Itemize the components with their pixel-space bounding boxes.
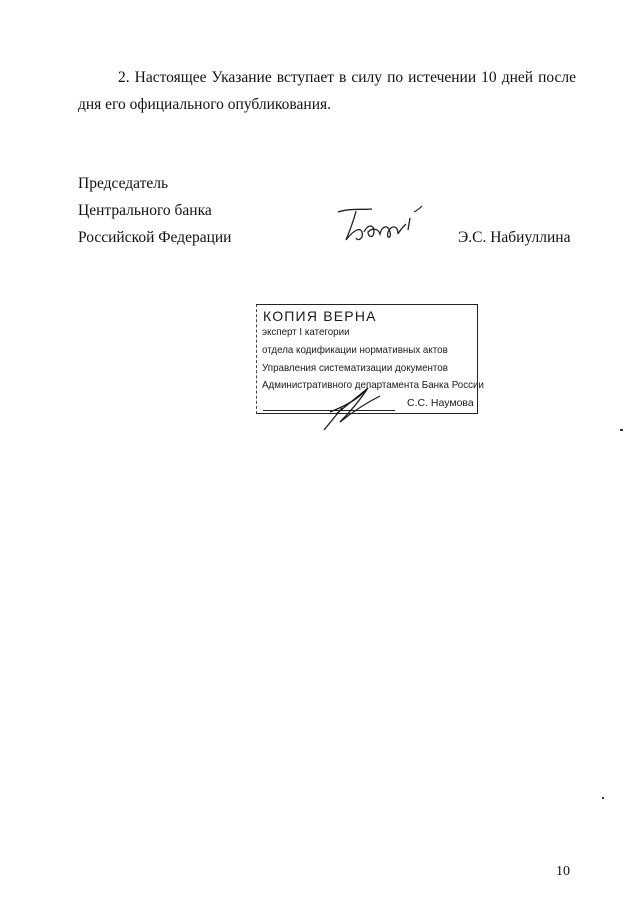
position-line-1: Председатель — [78, 175, 169, 192]
position-line-2: Центрального банка — [78, 202, 212, 219]
page-number: 10 — [556, 864, 570, 879]
clause-2-paragraph: 2. Настоящее Указание вступает в силу по истечении 10 дней после дня его официального опубликования. — [78, 69, 576, 113]
stamp-organization: Административного департамента Банка России — [262, 380, 484, 391]
stamp-division: Управления систематизации документов — [262, 363, 448, 374]
signer-name: Э.С. Набиуллина — [458, 229, 571, 246]
scan-speck — [620, 429, 623, 431]
stamp-handwritten-signature — [320, 378, 400, 432]
stamp-title: КОПИЯ ВЕРНА — [263, 308, 377, 324]
scan-speck — [602, 797, 604, 799]
stamp-position: эксперт I категории — [262, 327, 350, 338]
signatory-position — [78, 170, 231, 251]
position-line-3: Российской Федерации — [78, 229, 232, 246]
stamp-certifier-name: С.С. Наумова — [407, 397, 474, 409]
stamp-department: отдела кодификации нормативных актов — [262, 345, 448, 356]
handwritten-signature — [332, 202, 432, 248]
